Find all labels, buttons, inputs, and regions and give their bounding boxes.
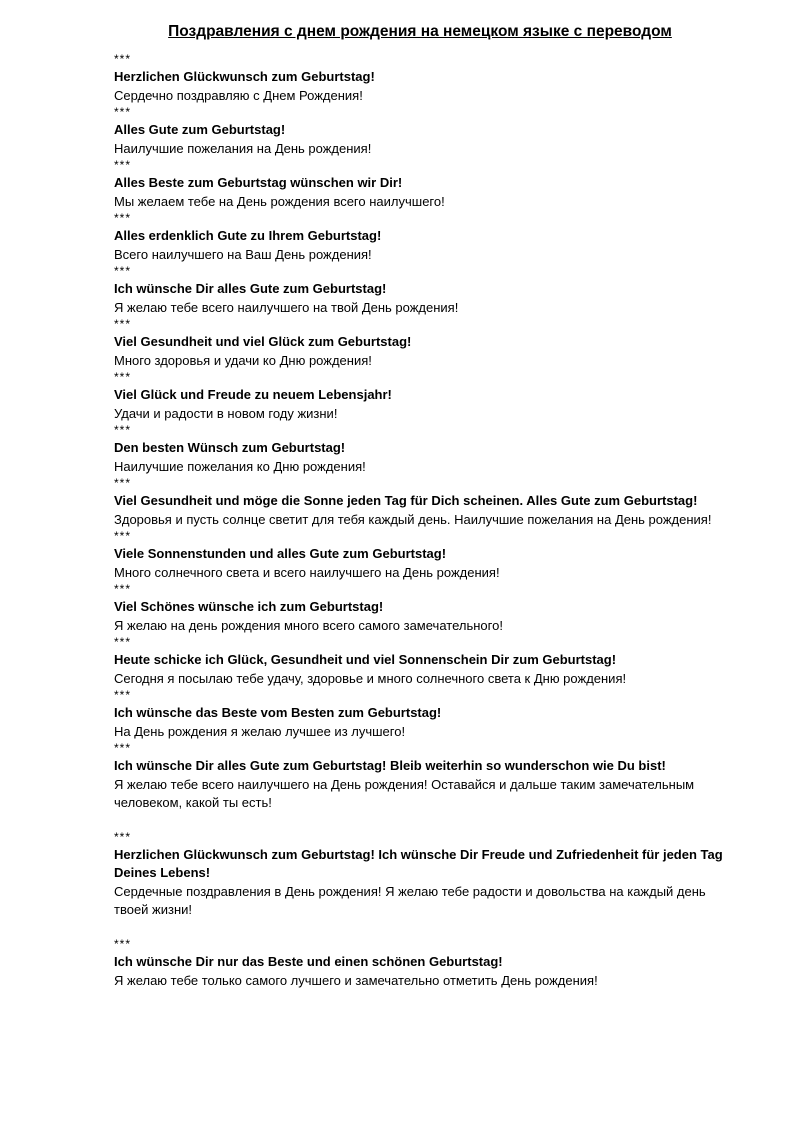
german-greeting: Alles Beste zum Geburtstag wünschen wir Dir! xyxy=(114,175,403,190)
separator: *** xyxy=(114,370,132,384)
german-greeting: Viel Gesundheit und möge die Sonne jeden Tag für Dich scheinen. Alles Gute zum Geburtstag! xyxy=(114,493,698,508)
greeting-entry xyxy=(114,211,738,264)
russian-translation: Мы желаем тебе на День рождения всего наилучшего! xyxy=(114,194,445,209)
greeting-entry xyxy=(114,830,738,919)
german-greeting: Ich wünsche Dir alles Gute zum Geburtstag! xyxy=(114,281,387,296)
german-greeting: Heute schicke ich Glück, Gesundheit und viel Sonnenschein Dir zum Geburtstag! xyxy=(114,652,617,667)
russian-translation: Много солнечного света и всего наилучшего на День рождения! xyxy=(114,565,500,580)
page-title: Поздравления с днем рождения на немецком языке с переводом xyxy=(168,23,672,40)
greeting-entry xyxy=(114,105,738,158)
russian-translation: Я желаю тебе всего наилучшего на твой День рождения! xyxy=(114,300,459,315)
greeting-entry xyxy=(114,370,738,423)
russian-translation: Сердечно поздравляю с Днем Рождения! xyxy=(114,88,363,103)
separator: *** xyxy=(114,741,132,755)
separator: *** xyxy=(114,476,132,490)
blank-line xyxy=(114,812,738,830)
separator: *** xyxy=(114,211,132,225)
greeting-entry xyxy=(114,317,738,370)
blank-line xyxy=(114,919,738,937)
german-greeting: Viel Schönes wünsche ich zum Geburtstag! xyxy=(114,599,384,614)
russian-translation: Я желаю тебе всего наилучшего на День рождения! Оставайся и дальше таким замечательным человеком, какой ты есть! xyxy=(114,777,695,810)
separator: *** xyxy=(114,317,132,331)
german-greeting: Ich wünsche das Beste vom Besten zum Geburtstag! xyxy=(114,705,442,720)
separator: *** xyxy=(114,423,132,437)
russian-translation: Здоровья и пусть солнце светит для тебя каждый день. Наилучшие пожелания на День рождения! xyxy=(114,512,712,527)
separator: *** xyxy=(114,105,132,119)
separator: *** xyxy=(114,688,132,702)
russian-translation: Сегодня я посылаю тебе удачу, здоровье и много солнечного света к Дню рождения! xyxy=(114,671,627,686)
russian-translation: На День рождения я желаю лучшее из лучшего! xyxy=(114,724,406,739)
german-greeting: Den besten Wünsch zum Geburtstag! xyxy=(114,440,346,455)
russian-translation: Я желаю на день рождения много всего самого замечательного! xyxy=(114,618,503,633)
russian-translation: Наилучшие пожелания на День рождения! xyxy=(114,141,372,156)
greeting-entry xyxy=(114,741,738,812)
german-greeting: Ich wünsche Dir nur das Beste und einen schönen Geburtstag! xyxy=(114,954,503,969)
russian-translation: Я желаю тебе только самого лучшего и замечательно отметить День рождения! xyxy=(114,973,598,988)
greeting-entry xyxy=(114,52,738,105)
russian-translation: Удачи и радости в новом году жизни! xyxy=(114,406,338,421)
german-greeting: Viel Gesundheit und viel Glück zum Geburtstag! xyxy=(114,334,412,349)
german-greeting: Viel Glück und Freude zu neuem Lebensjahr! xyxy=(114,387,392,402)
greeting-entry xyxy=(114,688,738,741)
russian-translation: Всего наилучшего на Ваш День рождения! xyxy=(114,247,372,262)
greeting-entry xyxy=(114,476,738,529)
german-greeting: Herzlichen Glückwunsch zum Geburtstag! Ich wünsche Dir Freude und Zufriedenheit für jeden Tag Deines Lebens! xyxy=(114,847,723,880)
separator: *** xyxy=(114,937,132,951)
greeting-entry xyxy=(114,423,738,476)
separator: *** xyxy=(114,635,132,649)
greeting-entry xyxy=(114,264,738,317)
separator: *** xyxy=(114,582,132,596)
separator: *** xyxy=(114,830,132,844)
greeting-entry xyxy=(114,529,738,582)
greeting-entry xyxy=(114,158,738,211)
german-greeting: Viele Sonnenstunden und alles Gute zum Geburtstag! xyxy=(114,546,447,561)
russian-translation: Много здоровья и удачи ко Дню рождения! xyxy=(114,353,372,368)
russian-translation: Сердечные поздравления в День рождения! Я желаю тебе радости и довольства на каждый день твоей жизни! xyxy=(114,884,706,917)
separator: *** xyxy=(114,264,132,278)
greeting-entry xyxy=(114,937,738,990)
separator: *** xyxy=(114,52,132,66)
russian-translation: Наилучшие пожелания ко Дню рождения! xyxy=(114,459,366,474)
separator: *** xyxy=(114,158,132,172)
greeting-entry xyxy=(114,582,738,635)
german-greeting: Alles erdenklich Gute zu Ihrem Geburtstag! xyxy=(114,228,382,243)
greeting-entry xyxy=(114,635,738,688)
german-greeting: Ich wünsche Dir alles Gute zum Geburtstag! Bleib weiterhin so wunderschon wie Du bist! xyxy=(114,758,666,773)
german-greeting: Alles Gute zum Geburtstag! xyxy=(114,122,286,137)
german-greeting: Herzlichen Glückwunsch zum Geburtstag! xyxy=(114,69,375,84)
separator: *** xyxy=(114,529,132,543)
